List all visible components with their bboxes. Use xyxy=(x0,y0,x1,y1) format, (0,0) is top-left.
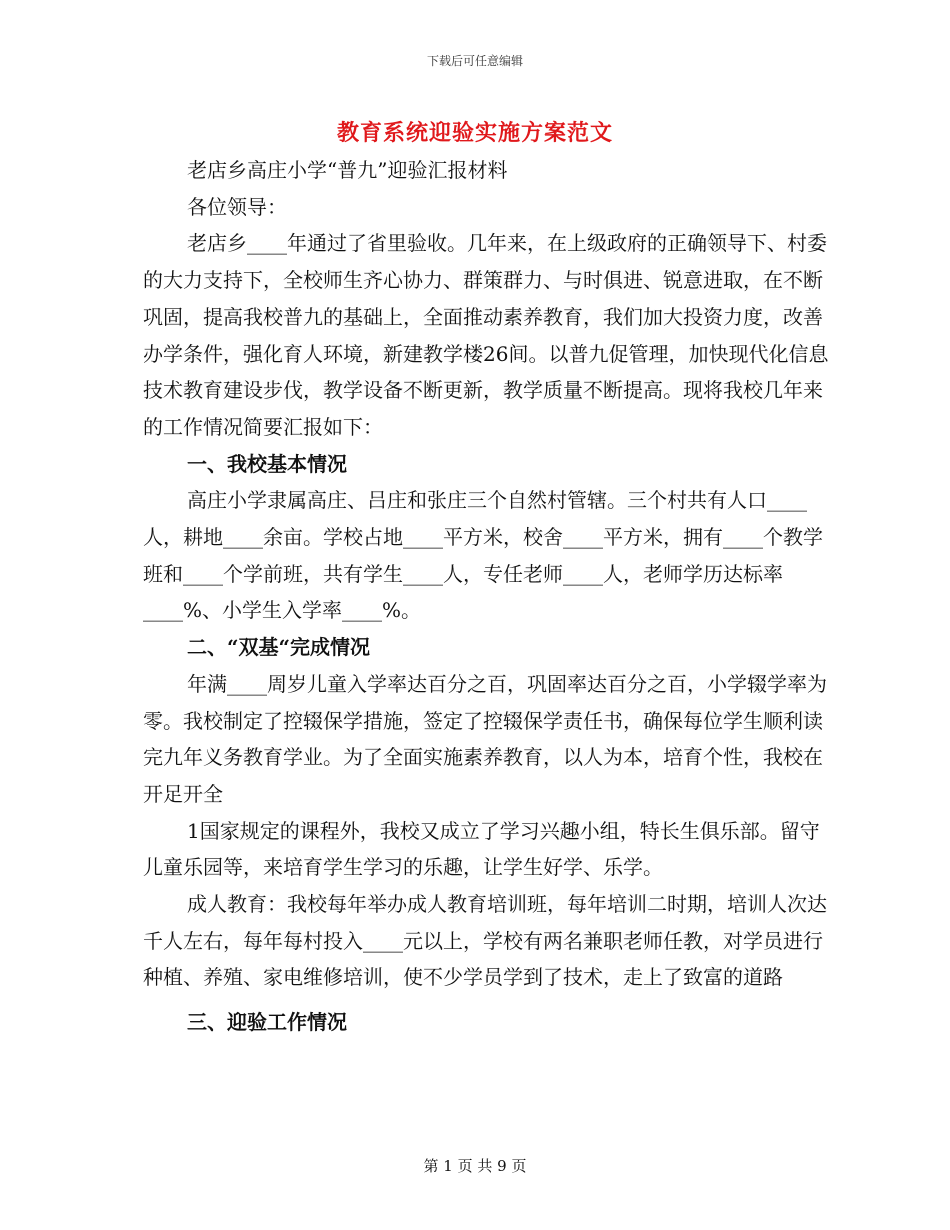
report-subtitle: 老店乡高庄小学“普九”迎验汇报材料 xyxy=(187,158,508,182)
adult-education-paragraph: 成人教育：我校每年举办成人教育培训班，每年培训二时期，培训人次达千人左右，每年每村投入____元以上，学校有两名兼职老师任教，对学员进行种植、养殖、家电维修培训，使不少学员学到了技术，走上了致富的道路 xyxy=(143,892,827,990)
basic-info-paragraph: 高庄小学隶属高庄、吕庄和张庄三个自然村管辖。三个村共有人口____人，耕地____余亩。学校占地____平方米，校舍____平方米，拥有____个教学班和____个学前班，共有学生____人，专任老师____人，老师学历达标率____%、小学生入学率____%。 xyxy=(143,488,823,623)
page-number: 第 1 页 共 9 页 xyxy=(423,1157,527,1175)
intro-paragraph: 老店乡____年通过了省里验收。几年来，在上级政府的正确领导下、村委的大力支持下，全校师生齐心协力、群策群力、与时俱进、锐意进取，在不断巩固，提高我校普九的基础上，全面推动素养教育，我们加大投资力度，改善办学条件，强化育人环境，新建教学楼26间。以普九促管理，加快现代化信息技术教育建设步伐，教学设备不断更新，教学质量不断提高。现将我校几年来的工作情况简要汇报如下： xyxy=(143,231,829,439)
salutation: 各位领导： xyxy=(187,194,287,219)
header-note: 下载后可任意编辑 xyxy=(426,54,523,68)
curriculum-paragraph: 1国家规定的课程外，我校又成立了学习兴趣小组，特长生俱乐部。留守儿童乐园等，来培育学生学习的乐趣，让学生好学、乐学。 xyxy=(143,818,820,880)
section-heading-2: 二、“双基“完成情况 xyxy=(187,635,371,660)
shuangji-paragraph: 年满____周岁儿童入学率达百分之百，巩固率达百分之百，小学辍学率为零。我校制定了控辍保学措施，签定了控辍保学责任书，确保每位学生顺利读完九年义务教育学业。为了全面实施素养教育，以人为本，培育个性，我校在开足开全 xyxy=(143,671,827,806)
document-title: 教育系统迎验实施方案范文 xyxy=(336,120,613,146)
section-heading-1: 一、我校基本情况 xyxy=(187,451,347,476)
section-heading-3: 三、迎验工作情况 xyxy=(187,1010,347,1035)
document-body xyxy=(143,152,833,1041)
